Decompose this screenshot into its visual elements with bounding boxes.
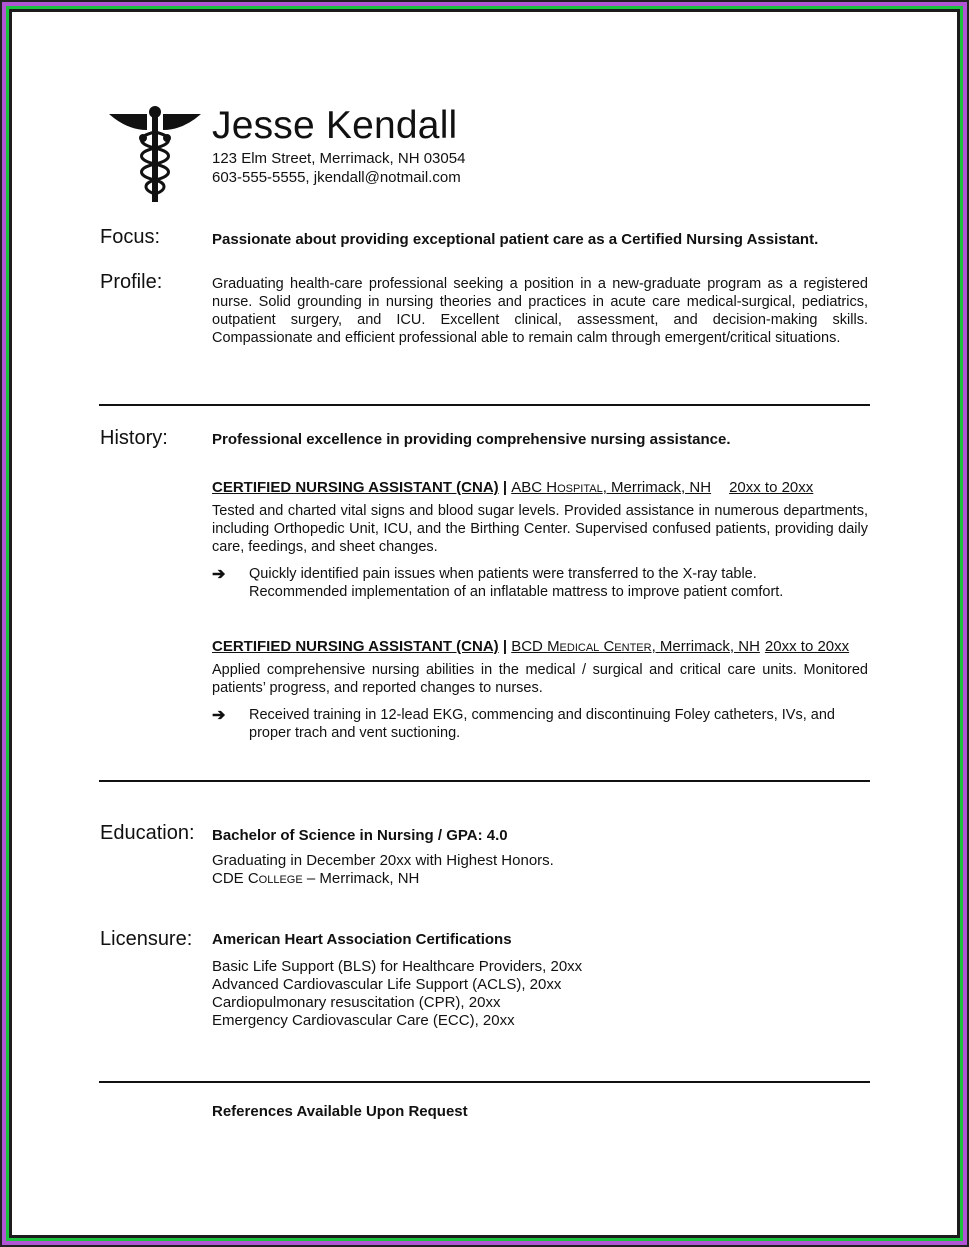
school-prefix: CDE <box>212 870 248 887</box>
education-degree: Bachelor of Science in Nursing / GPA: 4.0 <box>212 827 508 844</box>
school-location: – Merrimack, NH <box>302 870 420 887</box>
education-school <box>212 870 419 888</box>
job-heading <box>212 638 849 655</box>
focus-text: Passionate about providing exceptional patient care as a Certified Nursing Assistant. <box>212 231 819 248</box>
job-employer <box>511 638 760 655</box>
licensure-item: Emergency Cardiovascular Care (ECC), 20xx <box>212 1012 515 1029</box>
licensure-item: Cardiopulmonary resuscitation (CPR), 20xx <box>212 994 501 1011</box>
employer-name: Medical Center <box>547 638 652 655</box>
employer-location: , Merrimack, NH <box>651 638 760 655</box>
employer-prefix: ABC <box>511 479 547 496</box>
employer-location: , Merrimack, NH <box>602 479 712 496</box>
job-separator: | <box>498 479 512 496</box>
job-dates: 20xx to 20xx <box>729 479 814 496</box>
employer-prefix: BCD <box>511 638 548 655</box>
job-bullet: Received training in 12-lead EKG, commencing and discontinuing Foley catheters, IVs, and proper trach and vent suctioning. <box>249 707 835 741</box>
section-divider <box>99 1081 870 1083</box>
profile-text: Graduating health-care professional seeking a position in a new-graduate program as a registered nurse. Solid grounding in nursing theories and practices in acute care medical-surgical, pediatrics, outpatient surgery, and ICU. Excellent clinical, assessment, and decision-making skills. Compassionate and efficient professional able to remain calm through emergent/critical situations. <box>212 276 868 346</box>
resume-page <box>12 12 957 1235</box>
job-heading <box>212 479 813 496</box>
education-label: Education: <box>100 822 195 844</box>
focus-label: Focus: <box>100 226 161 248</box>
arrow-right-icon: ➔ <box>212 566 226 583</box>
job-dates: 20xx to 20xx <box>764 638 850 655</box>
job-title: CERTIFIED NURSING ASSISTANT (CNA) <box>212 638 499 655</box>
job-description: Tested and charted vital signs and blood sugar levels. Provided assistance in numerous departments, including Orthopedic Unit, ICU, and the Birthing Center. Supervised confused patients, providing daily care, feedings, and sheet changes. <box>212 503 868 555</box>
caduceus-icon <box>107 104 203 208</box>
school-name: College <box>247 870 303 887</box>
job-title: CERTIFIED NURSING ASSISTANT (CNA) <box>212 479 499 496</box>
licensure-item: Basic Life Support (BLS) for Healthcare Providers, 20xx <box>212 958 583 975</box>
employer-name: Hospital <box>546 479 603 496</box>
licensure-label: Licensure: <box>100 928 193 950</box>
job-separator: | <box>498 638 512 655</box>
job-description: Applied comprehensive nursing abilities in the medical / surgical and critical care units. Monitored patients’ progress, and reported changes to nurses. <box>212 662 868 696</box>
address: 123 Elm Street, Merrimack, NH 03054 <box>212 150 466 167</box>
history-label: History: <box>100 427 168 449</box>
references-note: References Available Upon Request <box>212 1103 468 1120</box>
phone-email: 603-555-5555, jkendall@notmail.com <box>212 169 461 186</box>
licensure-item: Advanced Cardiovascular Life Support (ACLS), 20xx <box>212 976 562 993</box>
section-divider <box>99 780 870 782</box>
job-bullet: Quickly identified pain issues when patients were transferred to the X-ray table. Recommended implementation of an inflatable mattress to improve patient comfort. <box>249 566 784 600</box>
applicant-name: Jesse Kendall <box>212 104 458 147</box>
job-employer <box>511 479 711 496</box>
arrow-right-icon: ➔ <box>212 707 226 724</box>
profile-label: Profile: <box>100 271 163 293</box>
licensure-heading: American Heart Association Certifications <box>212 931 512 948</box>
history-summary: Professional excellence in providing comprehensive nursing assistance. <box>212 431 731 448</box>
education-line: Graduating in December 20xx with Highest Honors. <box>212 852 554 869</box>
section-divider <box>99 404 870 406</box>
